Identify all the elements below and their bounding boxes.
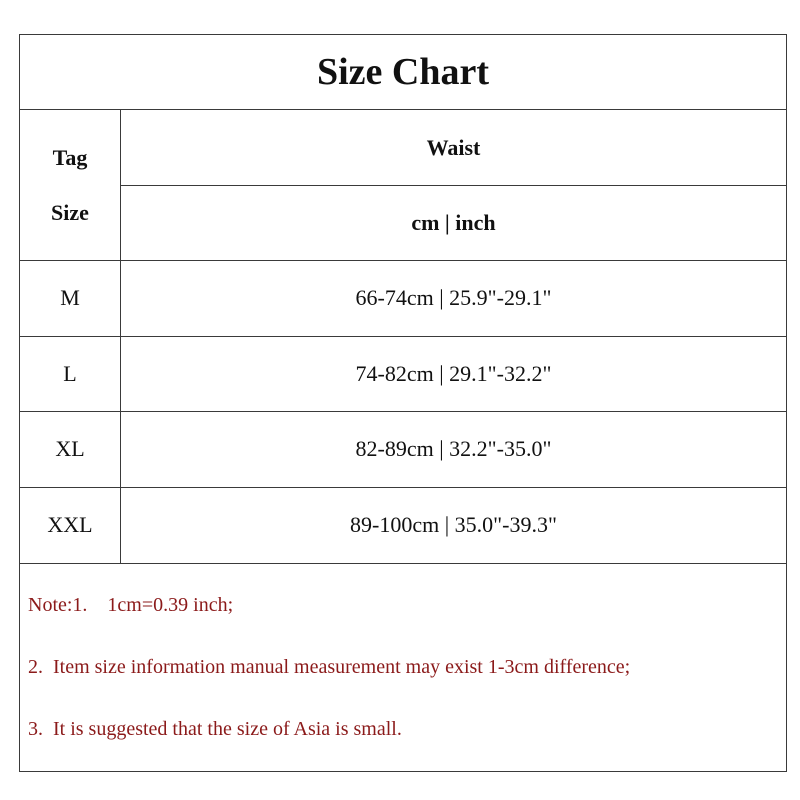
waist-column (121, 110, 786, 563)
tag-cell-xl: XL (20, 412, 120, 488)
tag-cell-xxl: XXL (47, 512, 93, 538)
tag-size-header (20, 110, 120, 261)
note-2: 2. Item size information manual measurement may exist 1-3cm difference; (28, 656, 631, 678)
notes-section (20, 563, 786, 771)
title-row (20, 35, 786, 110)
waist-cell-xxl: 89-100cm | 35.0"-39.3" (350, 512, 557, 538)
waist-header: Waist (121, 110, 786, 186)
note-3: 3. It is suggested that the size of Asia is small. (28, 718, 402, 740)
tag-size-column (20, 110, 121, 563)
waist-cell-l: 74-82cm | 29.1"-32.2" (121, 337, 786, 413)
chart-title: Size Chart (316, 51, 490, 93)
tag-header-line1: Tag (52, 145, 88, 170)
note-1: Note:1. 1cm=0.39 inch; (28, 594, 234, 616)
size-grid (20, 110, 786, 563)
size-chart-table (19, 34, 787, 772)
waist-cell-m: 66-74cm | 25.9"-29.1" (121, 261, 786, 337)
tag-header-line2: Size (51, 200, 89, 225)
tag-cell-l: L (20, 337, 120, 413)
waist-cell-xl: 82-89cm | 32.2"-35.0" (121, 412, 786, 488)
units-header: cm | inch (121, 186, 786, 261)
tag-cell-m: M (20, 261, 120, 337)
